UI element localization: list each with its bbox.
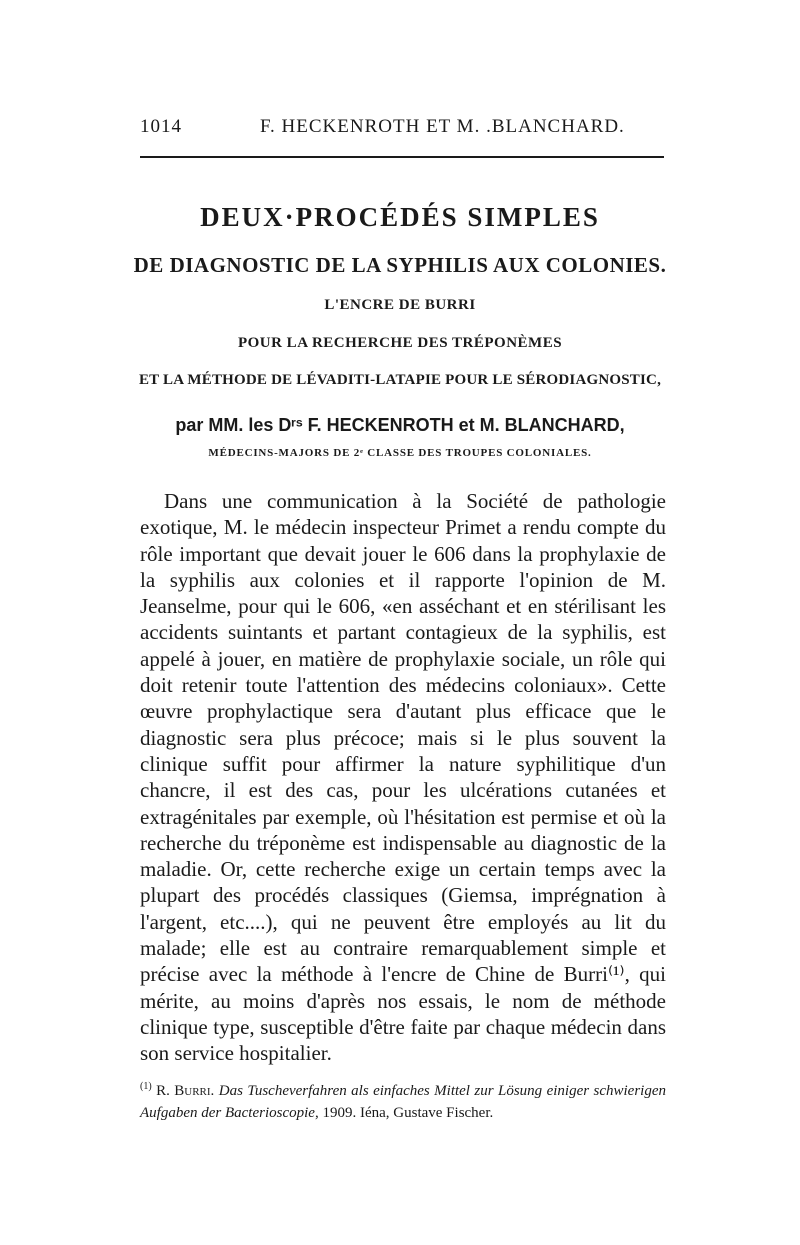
page-number: 1014 (140, 116, 182, 137)
footnote (140, 1076, 666, 1124)
body-paragraph: Dans une communication à la Société de pathologie exotique, M. le médecin inspecteur Primet a rendu compte du rôle important que devait jouer le 606 dans la prophylaxie de la syphilis aux colonies et il rapporte l'opinion de M. Jeanselme, pour qui le 606, «en asséchant et en stérilisant les accidents suintants et partant contagieux de la syphilis, est appelé à jouer, en matière de prophylaxie sociale, un rôle qui doit retenir toute l'attention des médecins coloniaux». Cette œuvre prophylactique sera d'autant plus efficace que le diagnostic sera plus précoce; mais si le plus souvent la clinique suffit pour affirmer la nature syphilitique d'un chancre, il est des cas, pour les ulcérations cutanées et extragénitales par exemple, où l'hésitation est permise et où la recherche du tréponème est indispensable au diagnostic de la maladie. Or, cette recherche exige un certain temps avec la plupart des procédés classiques (Giemsa, imprégnation à l'argent, etc....), qui ne peuvent être employés au lit du malade; elle est au contraire remarquablement simple et précise avec la méthode à l'encre de Chine de Burri⁽¹⁾, qui mérite, au moins d'après nos essais, le nom de méthode clinique type, susceptible d'être faite par chaque médecin dans son service hospitalier. (140, 489, 666, 1066)
author-affiliation: MÉDECINS-MAJORS DE 2ᵉ CLASSE DES TROUPES COLONIALES. (208, 447, 592, 459)
footnote-title-part-2: schwierigen Aufgaben der Bacterioscopie (140, 1083, 667, 1121)
footnote-publication: , 1909. Iéna, Gustave Fischer. (314, 1105, 494, 1121)
header-rule (140, 156, 664, 158)
footnote-author: R. Burri. (156, 1083, 215, 1099)
author-prefix: par MM. les Dʳˢ (175, 415, 308, 435)
article-subtitle-line-1: L'ENCRE DE BURRI (324, 297, 476, 313)
article-subtitle-line-3: ET LA MÉTHODE DE LÉVADITI-LATAPIE POUR LE SÉRODIAGNOSTIC, (138, 372, 662, 388)
footnote-title-part-1: Das Tuscheverfahren als einfaches Mittel zur Lösung einiger (218, 1083, 590, 1099)
article-title-line-2: DE DIAGNOSTIC DE LA SYPHILIS AUX COLONIES. (133, 253, 667, 277)
author-names: F. HECKENROTH et M. BLANCHARD, (307, 415, 625, 435)
article-title-line-1: DEUX·PROCÉDÉS SIMPLES (200, 202, 600, 232)
running-header (140, 116, 664, 144)
running-title: F. HECKENROTH ET M. .BLANCHARD. (260, 116, 625, 137)
author-line (100, 415, 700, 436)
article-subtitle-line-2: POUR LA RECHERCHE DES TRÉPONÈMES (237, 335, 563, 351)
footnote-mark: (1) (140, 1081, 152, 1092)
body-text (140, 488, 666, 1067)
